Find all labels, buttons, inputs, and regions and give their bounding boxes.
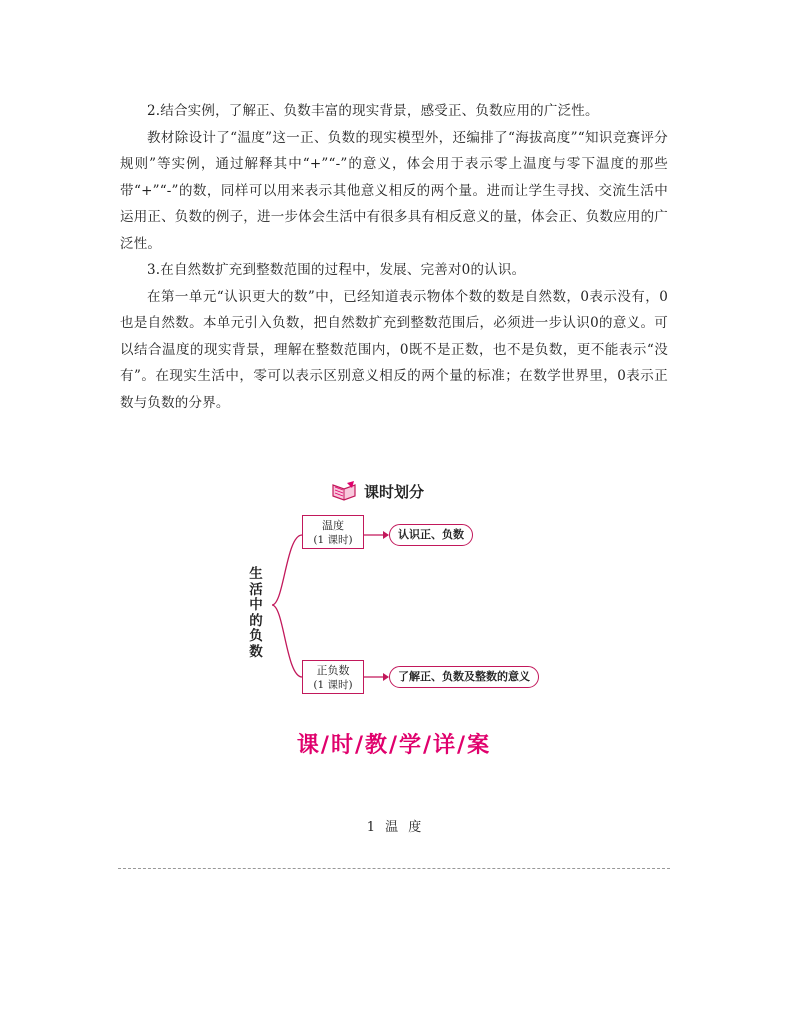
dashed-divider (118, 868, 670, 869)
paragraph-3: 3.在自然数扩充到整数范围的过程中，发展、完善对0的认识。 (147, 262, 526, 278)
detailed-lesson-plan-title: 课/时/教/学/详/案 (296, 733, 492, 758)
diagram-root-label: 生活中的负数 (249, 566, 263, 660)
text-body (120, 98, 668, 416)
lesson-heading: 1 温 度 (366, 820, 422, 835)
lesson-goal-1: 认识正、负数 (389, 524, 473, 546)
book-icon (330, 480, 358, 502)
paragraph-4: 在第一单元“认识更大的数”中，已经知道表示物体个数的数是自然数，0表示没有，0也是自然数。本单元引入负数，把自然数扩充到整数范围后，必须进一步认识0的意义。可以结合温度的现实背景，理解在整数范围内，0既不是正数，也不是负数，更不能表示“没有”。在现实生活中，零可以表示区别意义相反的两个量的标准；在数学世界里，0表示正数与负数的分界。 (120, 288, 668, 411)
lesson-name: 正负数 (316, 664, 350, 677)
lesson-box-2 (302, 660, 364, 694)
lesson-hours: (1 课时) (313, 534, 353, 546)
section-title: 课时划分 (364, 482, 425, 501)
paragraph-1: 2.结合实例，了解正、负数丰富的现实背景，感受正、负数应用的广泛性。 (147, 103, 599, 119)
lesson-goal-2: 了解正、负数及整数的意义 (389, 666, 539, 688)
lesson-box-1 (302, 515, 364, 549)
paragraph-2: 教材除设计了“温度”这一正、负数的现实模型外，还编排了“海拔高度”“知识竞赛评分规则”等实例，通过解释其中“+”“-”的意义，体会用于表示零上温度与零下温度的那些带“+”“-”的数，同样可以用来表示其他意义相反的两个量。进而让学生寻找、交流生活中运用正、负数的例子，进一步体会生活中有很多具有相反意义的量，体会正、负数应用的广泛性。 (120, 129, 668, 252)
lesson-name: 温度 (322, 519, 344, 532)
lesson-hours: (1 课时) (313, 679, 353, 691)
section-header (330, 480, 424, 502)
lesson-diagram (240, 505, 560, 705)
